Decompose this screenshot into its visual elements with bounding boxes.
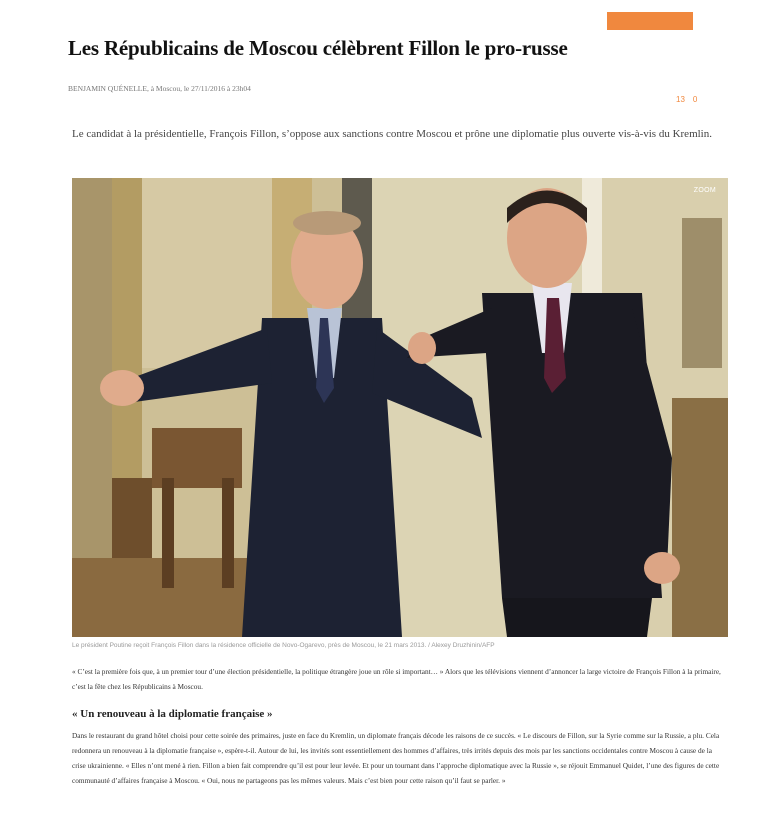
article-title: Les Républicains de Moscou célèbrent Fillon le pro-russe [68, 36, 568, 60]
author-name[interactable]: BENJAMIN QUÉNELLE [68, 84, 147, 93]
article-subheading: « Un renouveau à la diplomatie française » [72, 708, 273, 720]
photo-illustration [72, 178, 728, 637]
article-paragraph: « C’est la première fois que, à un premier tour d’une élection présidentielle, la politique étrangère joue un rôle si important… » Alors que les télévisions viennent d’annoncer la large victoire de François Fillon à la primaire, c’est la fête chez les Républicains à Moscou. [72, 667, 721, 691]
photo-caption: Le président Poutine reçoit François Fillon dans la résidence officielle de Novo-Ogarevo, près de Moscou, le 21 mars 2013. / Alexey Druzhinin/AFP [72, 642, 495, 649]
section-tag[interactable] [607, 12, 693, 30]
share-icon[interactable]: 13 [676, 95, 685, 104]
article-photo[interactable] [72, 178, 728, 637]
dateline: , à Moscou, le 27/11/2016 à 23h04 [146, 84, 251, 93]
share-widget[interactable] [676, 95, 705, 104]
byline [68, 84, 251, 93]
share-count: 0 [692, 95, 698, 104]
article-lede: Le candidat à la présidentielle, François Fillon, s’oppose aux sanctions contre Moscou et prône une diplomatie plus ouverte vis-à-vis du Kremlin. [72, 128, 712, 140]
zoom-badge[interactable]: ZOOM [693, 187, 716, 194]
article-paragraph: Dans le restaurant du grand hôtel choisi pour cette soirée des primaires, juste en face du Kremlin, un diplomate français décode les raisons de ce succès. « Le discours de Fillon, sur la Syrie comme sur la Russie, a plu. Cela redonnera un renouveau à la diplomatie française », espère-t-il. Autour de lui, les invités sont essentiellement des hommes d’affaires, très irrités depuis des mois par les sanctions occidentales contre Moscou à cause de la crise ukrainienne. « Elles n’ont mené à rien. Fillon a bien fait comprendre qu’il est pour leur levée. Et pour un tournant dans l’approche diplomatique avec la Russie », se réjouit Emmanuel Quidet, l’une des figures de cette communauté d’affaires française à Moscou. « Oui, nous ne partageons pas les mêmes valeurs. Mais c’est bien pour cette raison qu’il faut se parler. » [72, 731, 720, 785]
